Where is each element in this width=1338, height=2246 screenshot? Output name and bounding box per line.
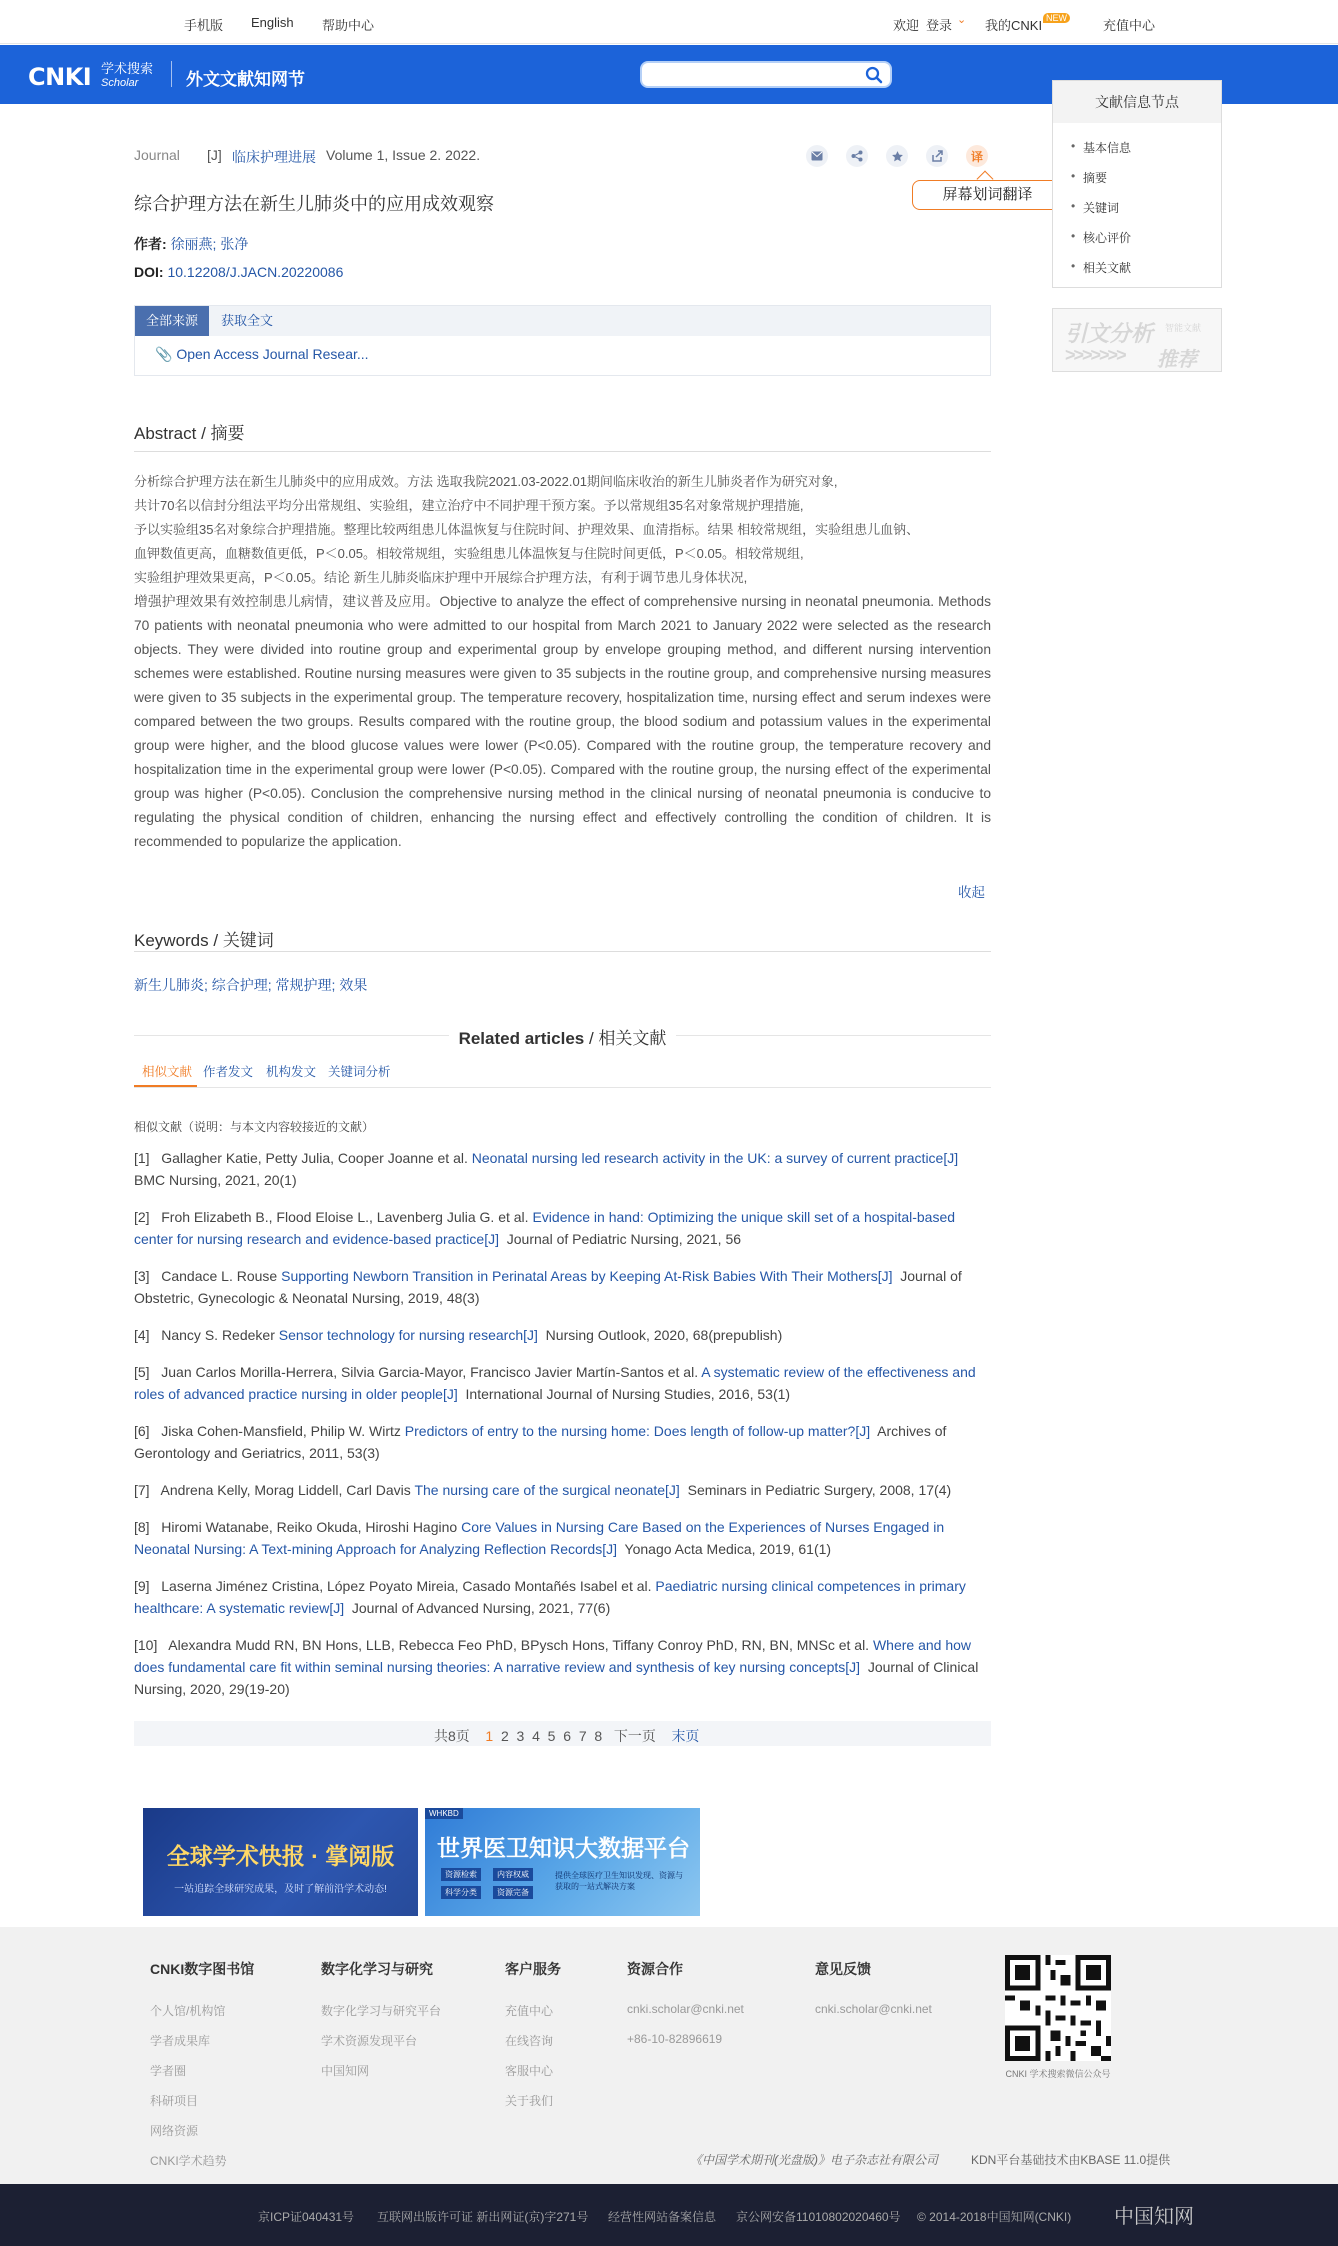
ref-title-link[interactable]: Evidence in hand: Optimizing the unique skill set of a hospital-based center for nursing research and evidence-based practice [134, 1209, 956, 1247]
ref-title-link[interactable]: Predictors of entry to the nursing home: Does length of follow-up matter? [404, 1423, 856, 1439]
keywords-list[interactable]: 新生儿肺炎; 综合护理; 常规护理; 效果 [134, 977, 368, 993]
list-item [134, 1361, 991, 1405]
pagination [134, 1721, 991, 1746]
author-links[interactable]: 徐丽燕; 张净 [170, 236, 249, 252]
ref-authors: Alexandra Mudd RN, BN Hons, LLB, Rebecca Feo PhD, BPysch Hons, Tiffany Conroy PhD, RN, BN, MNSc et al. [168, 1637, 870, 1653]
keywords-heading-zh: 关键词 [222, 931, 274, 950]
ad-banner-scholar[interactable] [143, 1808, 418, 1916]
abstract-line: 实验组护理效果更高，P＜0.05。结论 新生儿肺炎临床护理中开展综合护理方法，有利于调节患儿身体状况, [134, 570, 748, 585]
footer-link[interactable]: 在线咨询 [505, 2034, 554, 2048]
recharge-link[interactable]: 充值中心 [1103, 18, 1156, 33]
ref-source: Journal of Pediatric Nursing, 2021, 56 [506, 1231, 742, 1247]
ref-number: [1] [134, 1150, 150, 1166]
footer-link[interactable]: 学术资源发现平台 [321, 2034, 418, 2048]
keywords-heading [134, 926, 274, 951]
ref-source: Nursing Outlook, 2020, 68(prepublish) [545, 1327, 783, 1343]
ref-authors: Nancy S. Redeker [161, 1327, 275, 1343]
footer-link[interactable]: 学者圈 [150, 2064, 187, 2078]
abstract-heading-zh: 摘要 [210, 424, 245, 443]
footer-link[interactable]: cnki.scholar@cnki.net [815, 2002, 932, 2016]
ref-authors: Candace L. Rouse [161, 1268, 278, 1284]
ref-type: [J] [665, 1482, 680, 1498]
ad1-subtitle: 一站追踪全球研究成果，及时了解前沿学术动态! [174, 1884, 387, 1895]
list-item [134, 1479, 991, 1501]
sidebar-item-basic[interactable]: • 基本信息 [1083, 139, 1131, 156]
page-link[interactable]: 4 [532, 1728, 540, 1744]
my-cnki-link[interactable]: 我的CNKI [985, 18, 1043, 33]
tabs-underline [134, 1087, 991, 1088]
doi-row [134, 264, 343, 280]
last-page-link[interactable]: 末页 [671, 1728, 700, 1744]
list-item [134, 1575, 991, 1619]
footer-link[interactable]: 充值中心 [505, 2004, 554, 2018]
ref-title-link[interactable]: Where and how does fundamental care fit within seminal nursing theories: A narrative review and synthesis of key nursing concepts [134, 1637, 972, 1675]
page-link[interactable]: 7 [578, 1728, 587, 1744]
ref-type: [J] [442, 1386, 458, 1402]
page-link[interactable]: 3 [516, 1728, 525, 1744]
abstract-heading [134, 419, 245, 444]
email-icon[interactable] [806, 145, 828, 167]
sidebar-item-evaluation[interactable]: • 核心评价 [1083, 229, 1131, 246]
footer [0, 1927, 1338, 2184]
reference-list [134, 1147, 991, 1715]
ad2-desc: 提供全球医疗卫生知识发现、资源与获取的一站式解决方案 [555, 1871, 683, 1891]
mobile-link[interactable]: 手机版 [184, 18, 224, 33]
source-tabs [135, 306, 990, 336]
sidebar-item-abstract[interactable]: • 摘要 [1083, 169, 1107, 186]
footer-link[interactable]: 中国知网 [321, 2064, 370, 2078]
link-icon: 📎 [155, 346, 173, 362]
related-heading-en: Related articles [458, 1029, 585, 1048]
cite-small: 智能文献 [1165, 323, 1202, 333]
page-total: 共8页 [434, 1728, 470, 1744]
footer-link[interactable]: CNKI学术趋势 [150, 2154, 227, 2168]
sidebar-item-related[interactable]: • 相关文献 [1083, 259, 1131, 276]
top-bar [0, 0, 1338, 44]
ad2-tag: 资源检索 [441, 1868, 481, 1881]
footer-link[interactable]: cnki.scholar@cnki.net [627, 2002, 744, 2016]
abstract-text [134, 470, 991, 854]
ref-source: Yonago Acta Medica, 2019, 61(1) [624, 1541, 832, 1557]
search-icon[interactable] [864, 65, 884, 85]
filing-link[interactable]: 经营性网站备案信息 [608, 2210, 717, 2224]
ad2-badge: WHKBD [425, 1808, 463, 1819]
tab-similar[interactable]: 相似文献 [142, 1065, 193, 1079]
ad2-tag: 内容权威 [493, 1868, 533, 1881]
ad2-tag: 资源完备 [493, 1886, 533, 1899]
ref-authors: Gallagher Katie, Petty Julia, Cooper Joanne et al. [161, 1150, 468, 1166]
ref-title-link[interactable]: Sensor technology for nursing research [278, 1327, 524, 1343]
tab-get-fulltext[interactable]: 获取全文 [221, 313, 274, 328]
kdn-text: KDN平台基础技术由KBASE 11.0提供 [971, 2153, 1171, 2167]
ref-title-link[interactable]: The nursing care of the surgical neonate [414, 1482, 666, 1498]
footer-col-head: CNKI数字图书馆 [150, 1961, 255, 1977]
export-icon[interactable] [926, 145, 948, 167]
ref-type: [J] [484, 1231, 499, 1247]
ref-type: [J] [523, 1327, 538, 1343]
abstract-line: 分析综合护理方法在新生儿肺炎中的应用成效。方法 选取我院2021.03-2022.01期间临床收治的新生儿肺炎者作为研究对象, [134, 474, 838, 489]
ref-number: [5] [134, 1364, 150, 1380]
police-text: 京公网安备11010802020460号 [736, 2210, 901, 2224]
page-link[interactable]: 8 [594, 1728, 603, 1744]
ref-source: Archives of Gerontology and Geriatrics, 2011, 53(3) [134, 1423, 947, 1461]
logo-sub-en: Scholar [101, 77, 139, 89]
cnki-logo[interactable]: CNKI [28, 63, 92, 91]
page-link-current[interactable]: 1 [485, 1728, 494, 1744]
tab-keyword-analysis[interactable]: 关键词分析 [328, 1065, 391, 1079]
ad1-title: 全球学术快报 · 掌阅版 [166, 1843, 395, 1869]
ref-title-link[interactable]: Paediatric nursing clinical competences in primary healthcare: A systematic review [134, 1578, 966, 1616]
page-link[interactable]: 6 [563, 1728, 572, 1744]
divider [134, 951, 991, 952]
ref-title-link[interactable]: Core Values in Nursing Care Based on the Experiences of Nurses Engaged in Neonatal Nursing: A Text-mining Approach for Analyzing Reflection Records [134, 1519, 945, 1557]
ref-authors: Juan Carlos Morilla-Herrera, Silvia Garcia-Mayor, Francisco Javier Martín-Santos et al. [161, 1364, 699, 1380]
footer-link[interactable]: 关于我们 [505, 2094, 554, 2108]
ref-number: [10] [134, 1637, 158, 1653]
welcome-text: 欢迎 [893, 18, 920, 33]
ref-title-link[interactable]: Supporting Newborn Transition in Perinatal Areas by Keeping At-Risk Babies With Their Mothers [281, 1268, 878, 1284]
ad2-title: 世界医卫知识大数据平台 [437, 1835, 690, 1861]
qr-caption: CNKI 学术搜索微信公众号 [1005, 2069, 1111, 2079]
info-node-sidebar [1052, 80, 1222, 288]
ref-title-link[interactable]: Neonatal nursing led research activity in the UK: a survey of current practice [471, 1150, 944, 1166]
search-box [640, 61, 892, 88]
ref-type: [J] [602, 1541, 618, 1557]
ref-authors: Andrena Kelly, Morag Liddell, Carl Davis [160, 1482, 411, 1498]
chevron-down-icon[interactable]: ⌄ [957, 14, 967, 26]
doc-tag: [J] [207, 147, 222, 163]
ref-number: [4] [134, 1327, 150, 1343]
translate-button[interactable]: 译 [966, 145, 988, 167]
abstract-body: 增强护理效果有效控制患儿病情，建议普及应用。Objective to analyze the effect of comprehensive nursing in neonatal pneumonia. Methods 70 patients with neonatal pneumonia who were admitted to our hospital from March 2021 to January 2022 were selected as the research objects. They were divided into routine group and experimental group by envelope grouping method, and different nursing intervention schemes were established. Routine nursing measures were given to 35 subjects in the routine group, and comprehensive nursing measures were given to 35 subjects in the experimental group. The temperature recovery, hospitalization time, nursing effect and serum indexes were compared between the two groups. Results compared with the routine group, the blood sodium and potassium values in the experimental group were higher, and the blood glucose values were lower (P<0.05). Compared with the routine group, the temperature recovery and hospitalization time in the experimental group were lower (P<0.05). Compared with the routine group, the nursing effect of the experimental group was higher (P<0.05). Conclusion the comprehensive nursing method in the clinical nursing of neonatal pneumonia is conducive to regulating the physical condition of children, enhancing the nursing effect and effectively controlling the condition of children. It is recommended to popularize the application. [134, 594, 991, 849]
help-link[interactable]: 帮助中心 [322, 18, 375, 33]
chevrons-icon: >>>>>>> [1065, 345, 1125, 365]
doc-type: Journal [134, 147, 180, 163]
translate-tooltip: 屏幕划词翻译 [912, 180, 1063, 210]
ref-number: [9] [134, 1578, 150, 1594]
related-heading-zh: 相关文献 [598, 1029, 667, 1048]
page-link[interactable]: 5 [547, 1728, 556, 1744]
footer-col-head: 数字化学习与研究 [321, 1961, 433, 1977]
ref-authors: Laserna Jiménez Cristina, López Poyato Mireia, Casado Montañés Isabel et al. [161, 1578, 652, 1594]
list-item [134, 1265, 991, 1309]
login-link[interactable]: 登录 [926, 18, 953, 33]
oa-link[interactable]: Open Access Journal Resear... [176, 346, 369, 362]
oa-link-row[interactable] [155, 346, 369, 363]
doi-link[interactable]: 10.12208/J.JACN.20220086 [167, 264, 344, 280]
abstract-line: 血钾数值更高，血糖数值更低，P＜0.05。相较常规组，实验组患儿体温恢复与住院时间更低，P＜0.05。相较常规组, [134, 546, 804, 561]
footer-link[interactable]: 个人馆/机构馆 [150, 2004, 226, 2018]
divider [134, 451, 991, 452]
new-badge: NEW [1043, 13, 1070, 23]
qr-code-icon [1005, 1955, 1111, 2061]
authors-row [134, 234, 248, 254]
license-text: 互联网出版许可证 新出网证(京)字271号 [377, 2210, 589, 2224]
ref-number: [7] [134, 1482, 150, 1498]
citation-analysis-banner[interactable] [1052, 308, 1222, 372]
ref-type: [J] [845, 1659, 861, 1675]
footer-col-head: 意见反馈 [815, 1961, 871, 1977]
related-note: 相似文献（说明：与本文内容较接近的文献） [134, 1120, 375, 1134]
ref-source: Journal of Clinical Nursing, 2020, 29(19-20) [134, 1659, 979, 1697]
ad-banner-whkbd[interactable] [425, 1808, 700, 1916]
sidebar-title: 文献信息节点 [1053, 81, 1221, 123]
tab-all-sources[interactable]: 全部来源 [135, 306, 209, 336]
abstract-line: 共计70名以信封分组法平均分出常规组、实验组，建立治疗中不同护理干预方案。予以常规组35名对象常规护理措施, [134, 498, 804, 513]
sidebar-item-keywords[interactable]: • 关键词 [1083, 199, 1119, 216]
ref-title-link[interactable]: A systematic review of the effectiveness and roles of advanced practice nursing in older people [134, 1364, 976, 1402]
journal-link[interactable]: 临床护理进展 [232, 149, 316, 165]
logo-sub-cn: 学术搜索 [101, 61, 154, 76]
ref-source: BMC Nursing, 2021, 20(1) [134, 1172, 297, 1188]
collapse-link[interactable]: 收起 [958, 885, 985, 900]
ref-number: [8] [134, 1519, 150, 1535]
pager-row [434, 1726, 699, 1746]
doi-label: DOI: [134, 264, 164, 280]
star-icon[interactable] [886, 145, 908, 167]
english-link[interactable]: English [251, 15, 294, 30]
source-box [134, 305, 991, 376]
list-item [134, 1147, 991, 1191]
search-input[interactable] [650, 63, 860, 85]
list-item [134, 1420, 991, 1464]
ref-authors: Hiromi Watanabe, Reiko Okuda, Hiroshi Hagino [161, 1519, 458, 1535]
cite-title: 引文分析 [1065, 321, 1154, 346]
list-item [134, 1324, 991, 1346]
site-title: 外文文献知网节 [186, 70, 305, 89]
article-title: 综合护理方法在新生儿肺炎中的应用成效观察 [134, 194, 494, 214]
header-divider [171, 61, 172, 87]
related-heading [134, 1024, 991, 1046]
publisher-text: 《中国学术期刊(光盘版)》电子杂志社有限公司 [690, 2153, 938, 2167]
ref-number: [3] [134, 1268, 150, 1284]
list-item [134, 1516, 991, 1560]
issue-info: Volume 1, Issue 2. 2022. [326, 147, 481, 163]
heading-separator: / [584, 1029, 599, 1048]
footer-col-head: 资源合作 [627, 1961, 683, 1977]
footer-link[interactable]: 网络资源 [150, 2124, 199, 2138]
footer-link[interactable]: 科研项目 [150, 2094, 199, 2108]
ref-number: [2] [134, 1209, 150, 1225]
ref-source: International Journal of Nursing Studies, 2016, 53(1) [465, 1386, 791, 1402]
tab-author-papers[interactable]: 作者发文 [203, 1065, 254, 1079]
footer-link[interactable]: 数字化学习与研究平台 [321, 2004, 442, 2018]
share-icon[interactable] [846, 145, 868, 167]
list-item [134, 1634, 991, 1700]
ref-source: Journal of Obstetric, Gynecologic & Neonatal Nursing, 2019, 48(3) [134, 1268, 962, 1306]
abstract-heading-en: Abstract [134, 424, 197, 443]
bottom-bar [0, 2184, 1338, 2246]
page-link[interactable]: 2 [500, 1728, 509, 1744]
tab-institution-papers[interactable]: 机构发文 [266, 1065, 317, 1079]
ref-number: [6] [134, 1423, 150, 1439]
ref-type: [J] [877, 1268, 893, 1284]
heading-separator: / [196, 424, 211, 443]
abstract-line: 予以实验组35名对象综合护理措施。整理比较两组患儿体温恢复与住院时间、护理效果、血清指标。结果 相较常规组，实验组患儿血钠、 [134, 522, 920, 537]
icp-text: 京ICP证040431号 [258, 2210, 355, 2224]
ref-authors: Froh Elizabeth B., Flood Eloise L., Lavenberg Julia G. et al. [161, 1209, 529, 1225]
ad2-tag: 科学分类 [441, 1886, 481, 1899]
next-page-link[interactable]: 下一页 [613, 1728, 656, 1744]
copyright-text: © 2014-2018中国知网(CNKI) [917, 2210, 1072, 2224]
ref-type: [J] [855, 1423, 871, 1439]
footer-link[interactable]: 客服中心 [505, 2064, 554, 2078]
footer-col-head: 客户服务 [505, 1961, 561, 1977]
list-item [134, 1206, 991, 1250]
author-label: 作者: [134, 236, 167, 252]
footer-text: +86-10-82896619 [627, 2032, 723, 2046]
ref-authors: Jiska Cohen-Mansfield, Philip W. Wirtz [161, 1423, 401, 1439]
ref-type: [J] [943, 1150, 959, 1166]
heading-separator: / [208, 931, 223, 950]
cnki-brand-logo: 中国知网 [1114, 2204, 1194, 2228]
footer-link[interactable]: 学者成果库 [150, 2034, 211, 2048]
keywords-heading-en: Keywords [134, 931, 209, 950]
cite-recommend: 推荐 [1157, 349, 1197, 371]
ref-source: Journal of Advanced Nursing, 2021, 77(6) [351, 1600, 611, 1616]
ref-source: Seminars in Pediatric Surgery, 2008, 17(4) [687, 1482, 952, 1498]
ref-type: [J] [329, 1600, 345, 1616]
